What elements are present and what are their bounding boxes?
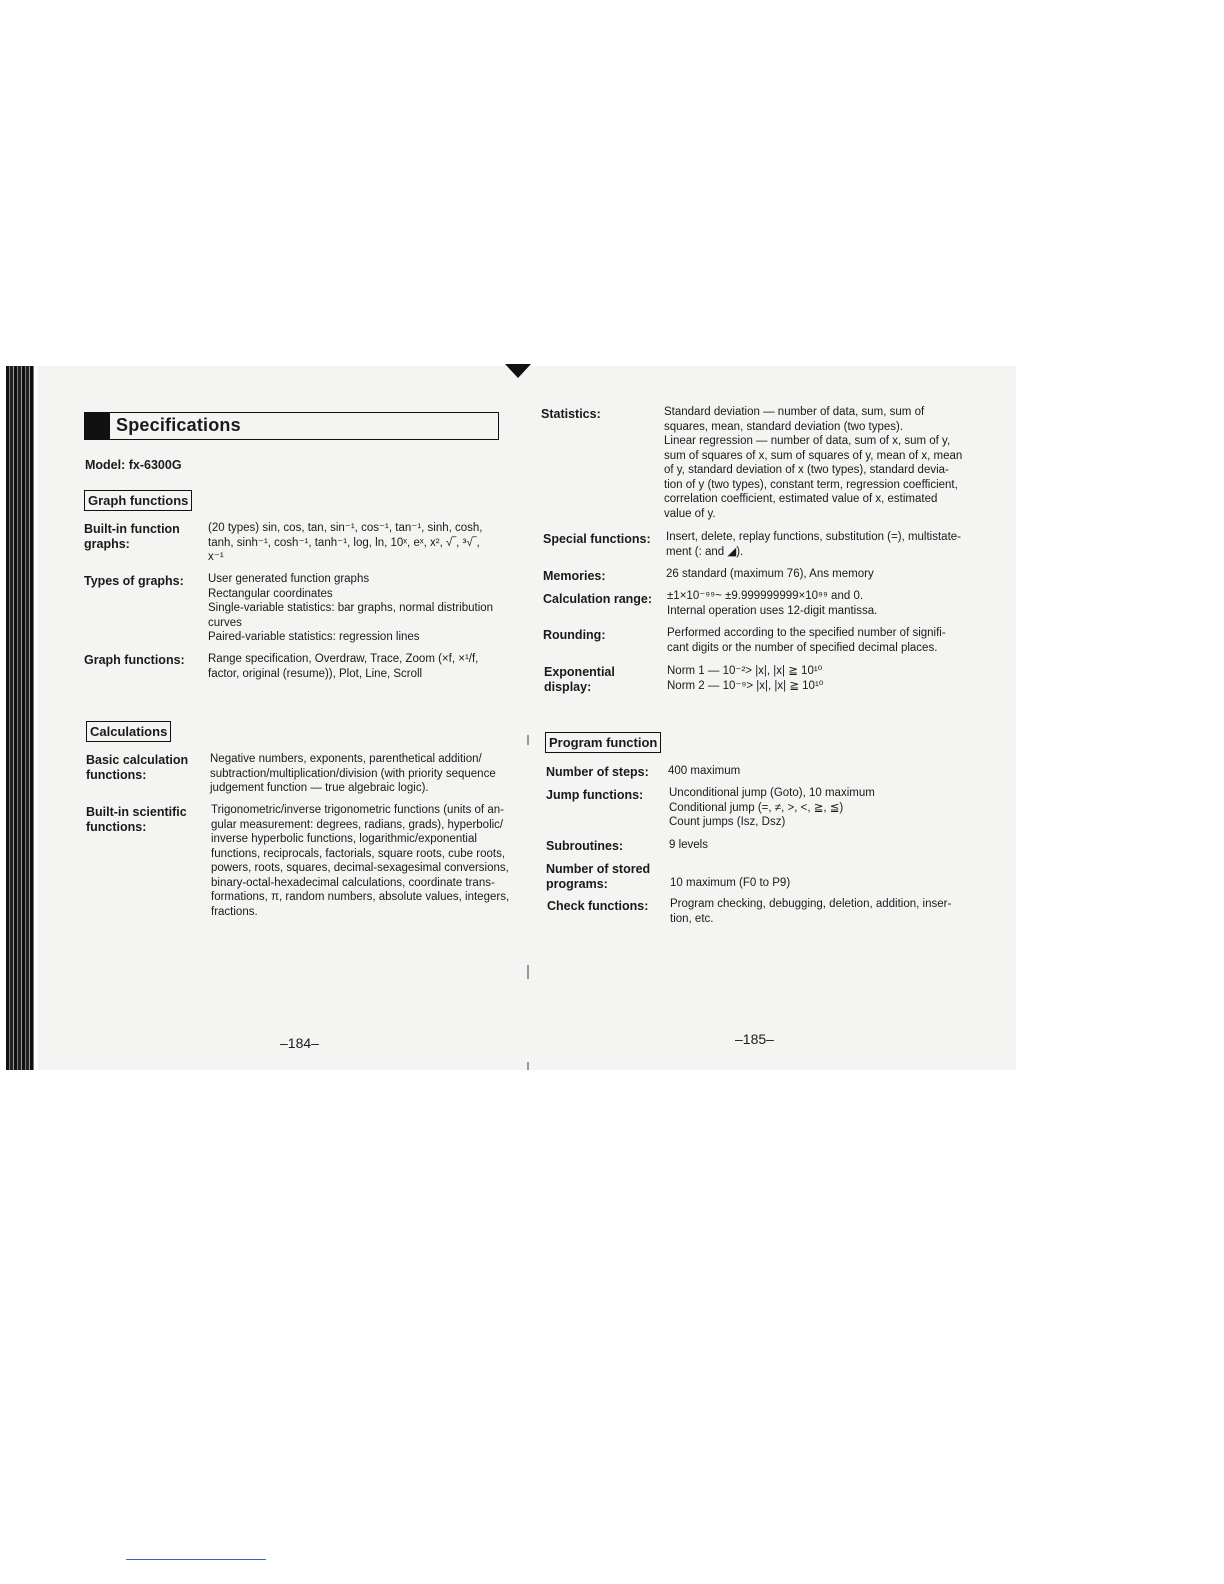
gutter-speck [527,965,529,979]
section-heading-graph-functions: Graph functions [84,490,192,511]
page-title-block [84,412,500,440]
page-number-left: –184– [280,1035,319,1051]
spec-value: 10 maximum (F0 to P9) [670,877,791,889]
spec-label: Graph functions: [84,653,185,667]
spec-label: Subroutines: [546,839,624,853]
title-marker [84,412,110,440]
spec-value: Range specification, Overdraw, Trace, Zoom (×f, ×¹/f, factor, original (resume)), Plot, Line, Scroll [208,653,479,680]
spec-value: 9 levels [669,839,708,851]
gutter-speck [527,735,529,745]
binding-gap [34,366,38,1070]
page-number-right: –185– [735,1031,774,1047]
spec-label: Basic calculation functions: [86,753,189,782]
spec-value: Insert, delete, replay functions, substitution (=), multistate- ment (: and ◢). [666,531,961,558]
spec-label: Number of stored programs: [546,862,651,891]
spec-label: Exponential display: [544,665,615,694]
spec-label: Calculation range: [543,592,653,606]
fold-mark-icon [505,364,531,378]
spec-label: Memories: [543,569,606,583]
spec-value: Program checking, debugging, deletion, addition, inser- tion, etc. [670,898,952,925]
spec-label: Rounding: [543,628,606,642]
spec-value: ±1×10⁻⁹⁹~ ±9.999999999×10⁹⁹ and 0. Internal operation uses 12-digit mantissa. [667,590,878,617]
spec-label: Jump functions: [546,788,644,802]
spec-value: Trigonometric/inverse trigonometric functions (units of an- gular measurement: degrees, radians, grads), hyperbolic/ inverse hyperbolic functions, logarithmic/exponential functions, reciprocals, factorials, square roots, cube roots, powers, roots, squares, decimal-sexagesimal conversions, binary-octal-hexadecimal calculations, coordinate trans- formations, π, random numbers, absolute values, integers, fractions. [211,804,510,918]
spec-label: Types of graphs: [84,574,184,588]
spec-value: 400 maximum [668,765,741,777]
spec-value: (20 types) sin, cos, tan, sin⁻¹, cos⁻¹, tan⁻¹, sinh, cosh, tanh, sinh⁻¹, cosh⁻¹, tanh⁻¹, log, ln, 10ˣ, eˣ, x², √‾, ³√‾, x⁻¹ [208,522,483,563]
model-label: Model: fx-6300G [85,458,182,472]
footer-link-underline [126,1559,266,1560]
spec-value: User generated function graphs Rectangular coordinates Single-variable statistics: bar graphs, normal distribution curves Paired-variable statistics: regression lines [208,573,494,643]
section-heading-program-function: Program function [545,732,661,753]
spec-label: Built-in function graphs: [84,522,180,551]
spec-label: Number of steps: [546,765,649,779]
spec-value: Norm 1 — 10⁻²> |x|, |x| ≧ 10¹⁰ Norm 2 — 10⁻⁹> |x|, |x| ≧ 10¹⁰ [667,665,824,692]
section-heading-calculations: Calculations [86,721,171,742]
spec-label: Statistics: [541,407,601,421]
spec-value: Standard deviation — number of data, sum, sum of squares, mean, standard deviation (two types). Linear regression — number of data, sum of x, sum of y, sum of squares of x, sum of squares of y, mean of x, mean of y, standard deviation of x (two types), standard devia- tion of y (two types), constant term, regression coefficient, correlation coefficient, estimated value of x, estimated value of y. [664,406,963,520]
spec-value: Negative numbers, exponents, parenthetical addition/ subtraction/multiplication/division (with priority sequence judgement function — true algebraic logic). [210,753,496,794]
gutter-speck [527,1062,529,1070]
binding-edge [6,366,34,1070]
spec-label: Special functions: [543,532,651,546]
spec-value: 26 standard (maximum 76), Ans memory [666,568,874,580]
spec-value: Performed according to the specified number of signifi- cant digits or the number of specified decimal places. [667,627,946,654]
page-title: Specifications [116,415,241,435]
spec-value: Unconditional jump (Goto), 10 maximum Conditional jump (=, ≠, >, <, ≧, ≦) Count jumps (Isz, Dsz) [669,787,875,828]
spec-label: Check functions: [547,899,649,913]
spec-label: Built-in scientific functions: [86,805,187,834]
